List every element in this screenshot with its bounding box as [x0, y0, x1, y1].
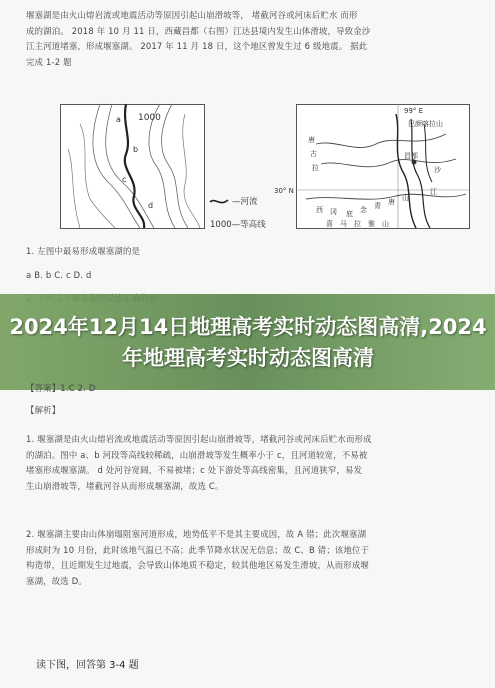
intro-line: 堰塞湖是由火山熔岩流或地震活动等原因引起山崩滑坡等， 堵截河谷或河床后贮水 而形	[26, 10, 358, 20]
place-label: 唐	[388, 198, 395, 206]
analysis-paragraph-1	[26, 432, 372, 494]
answer-line: 【答案】1.C 2. D	[26, 383, 96, 393]
place-label: 古	[310, 150, 317, 158]
place-label: 沙	[434, 166, 441, 174]
point-label-b: b	[133, 145, 139, 154]
place-label: 巴颜喀拉山	[408, 120, 443, 128]
place-label: 江	[430, 188, 437, 196]
place-label: 拉	[312, 164, 319, 172]
place-label: 西	[316, 206, 323, 214]
analysis-heading: 【解析】	[26, 405, 61, 415]
point-label-a: a	[116, 115, 121, 124]
footer-instruction: 读下图，回答第 3-4 题	[36, 660, 139, 671]
place-label: 马	[340, 220, 347, 228]
question-options: a B. b C. c D. d	[26, 269, 92, 280]
intro-line: 成的湖泊。 2018 年 10 月 11 日，西藏昌都（右图）江达县境内发生山体滑坡，导致金沙	[26, 25, 371, 36]
place-label: 拉	[354, 220, 361, 228]
banner-title: 2024年12月14日地理高考实时动态图高清,2024年地理高考实时动态图高清	[9, 315, 487, 370]
place-label: 山	[402, 194, 409, 202]
question-line: 1. 左图中最易形成堰塞湖的是	[26, 246, 141, 256]
place-label: 唐	[308, 136, 315, 144]
analysis-line: 生山崩滑坡等，堵截河谷从而形成堰塞湖，故选 C。	[26, 480, 224, 491]
place-label: 昌都	[404, 152, 418, 160]
analysis-line: 的湖泊。图中 a、b 河段等高线较稀疏，山崩滑坡等发生概率小于 c，且河道较宽，不易被	[26, 449, 368, 460]
intro-line: 江主河道堵塞，形成堰塞湖。 2017 年 11 月 18 日，这个地区曾发生过 6 级地震。 据此	[26, 41, 368, 51]
place-label: 山	[382, 220, 389, 228]
analysis-line: 形成时为 10 月份，此时该地气温已不高；此季节降水状况无信息；故 C、B 错；该地位于	[26, 544, 370, 555]
legend-contour-label: 1000—等高线	[210, 220, 266, 230]
longitude-label: 99° E	[404, 107, 424, 115]
contour-map-figure	[60, 104, 266, 234]
region-map-figure	[274, 104, 471, 234]
river-legend-icon	[210, 200, 228, 203]
latitude-label: 30° N	[274, 187, 294, 195]
intro-paragraph	[26, 8, 370, 70]
intro-line: 完成 1-2 题	[26, 56, 72, 67]
analysis-paragraph-2	[26, 527, 369, 589]
point-label-c: c	[122, 175, 127, 184]
place-label: 念	[360, 206, 367, 214]
legend-river-label: —河流	[232, 197, 258, 207]
place-label: 冈	[330, 208, 337, 216]
point-label-d: d	[148, 201, 154, 210]
analysis-line: 堵塞形成堰塞湖。 d 处河谷宽阔，不易被堵；c 处下游处等高线密集，且河道狭窄，易发	[26, 465, 363, 475]
analysis-line: 2. 堰塞湖主要由山体崩塌阻塞河道形成，地势低平不是其主要成因，故 A 错；此次堰塞湖	[26, 529, 367, 539]
place-label: 雅	[368, 220, 375, 228]
analysis-line: 塞湖，故选 D。	[26, 575, 87, 586]
place-label: 底	[346, 210, 353, 218]
place-label: 青	[374, 202, 381, 210]
analysis-line: 1. 堰塞湖是由火山熔岩流或地震活动等原因引起山崩滑坡等，堵截河谷或河床后贮水而形成	[26, 434, 372, 444]
analysis-line: 构造带，且近期发生过地震，会导致山体地质不稳定，较其他地区易发生滑坡，从而形成堰	[26, 560, 369, 570]
contour-elevation-label: 1000	[138, 113, 161, 123]
place-label: 喜	[326, 220, 333, 228]
